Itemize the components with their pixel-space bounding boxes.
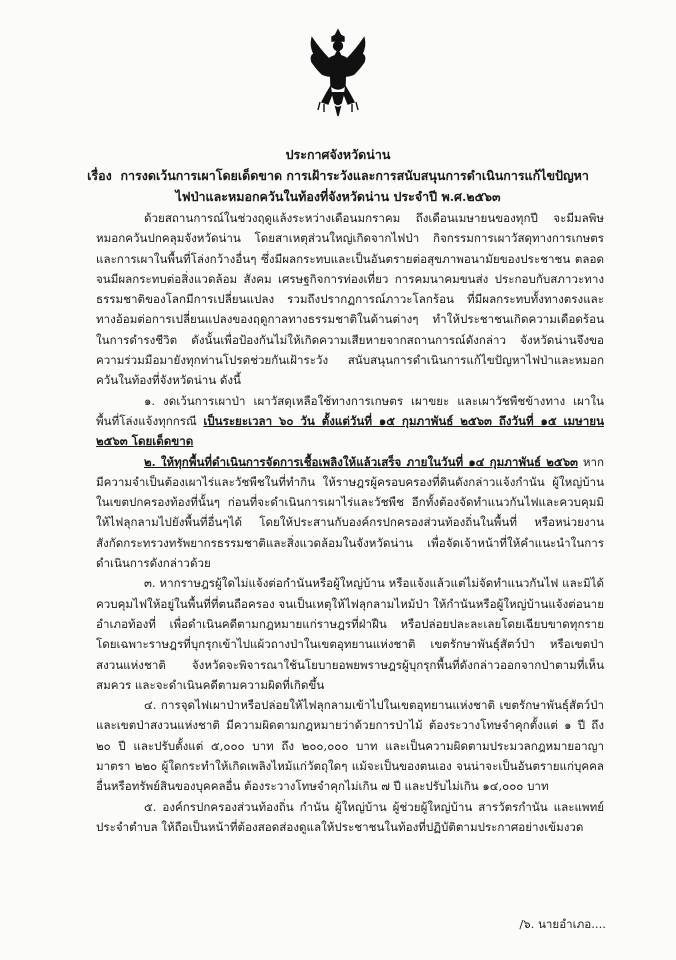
item-2-emphasis: ๒. ให้ทุกพื้นที่ดำเนินการจัดการเชื้อเพลิงให้แล้วเสร็จ ภายในวันที่ ๑๔ กุมภาพันธ์ ๒๕๖๓ — [144, 454, 578, 469]
item-2 — [96, 452, 604, 574]
document-heading: ประกาศจังหวัดน่าน — [285, 147, 391, 162]
subject-label: เรื่อง — [87, 168, 112, 183]
item-4: ๔. การจุดไฟเผาป่าหรือปล่อยให้ไฟลุกลามเข้าไปในเขตอุทยานแห่งชาติ เขตรักษาพันธุ์สัตว์ป่าและเขตป่าสงวนแห่งชาติ มีความผิดตามกฎหมายว่าด้วยการป่าไม้ ต้องระวางโทษจำคุกตั้งแต่ ๑ ปี ถึง ๒๐ ปี และปรับตั้งแต่ ๕,๐๐๐ บาท ถึง ๒๐๐,๐๐๐ บาท และเป็นความผิดตามประมวลกฎหมายอาญา มาตรา ๒๒๐ ผู้ใดกระทำให้เกิดเพลิงไหม้แก่วัตถุใดๆ แม้จะเป็นของตนเอง จนน่าจะเป็นอันตรายแก่บุคคลอื่นหรือทรัพย์สินของบุคคลอื่น ต้องระวางโทษจำคุกไม่เกิน ๗ ปี และปรับไม่เกิน ๑๔,๐๐๐ บาท — [96, 698, 604, 794]
title-block — [60, 144, 616, 207]
garuda-emblem-icon — [308, 28, 368, 124]
item-1-text: ๑. งดเว้นการเผาป่า เผาวัสดุเหลือใช้ทางการเกษตร เผาขยะ และเผาวัชพืชข้างทาง เผาในพื้นที่โล่งแจ้งทุกกรณี — [96, 393, 604, 428]
subject-text-2: ไฟป่าและหมอกควันในท้องที่จังหวัดน่าน ประจำปี พ.ศ.๒๕๖๓ — [175, 189, 501, 204]
subject-line-1 — [60, 165, 616, 186]
document-body — [96, 208, 604, 837]
item-1 — [96, 391, 604, 452]
item-5: ๕. องค์กรปกครองส่วนท้องถิ่น กำนัน ผู้ใหญ่บ้าน ผู้ช่วยผู้ใหญ่บ้าน สารวัตรกำนัน และแพทย์ประจำตำบล ให้ถือเป็นหน้าที่ต้องสอดส่องดูแลให้ประชาชนในท้องที่ปฏิบัติตามประกาศอย่างเข้มงวด — [96, 799, 604, 834]
item-2-text: หากมีความจำเป็นต้องเผาไร่และวัชพืชในที่ทำกิน ให้ราษฎรผู้ครอบครองที่ดินดังกล่าวแจ้งกำนัน ผู้ใหญ่บ้านในเขตปกครองท้องที่นั้นๆ ก่อนที่จะดำเนินการเผาไร่และวัชพืช อีกทั้งต้องจัดทำแนวกันไฟและควบคุมมิให้ไฟลุกลามไปยังพื้นที่อื่นๆได้ โดยให้ประสานกับองค์กรปกครองส่วนท้องถิ่นในพื้นที่ หรือหน่วยงานสังกัดกระทรวงทรัพยากรธรรมชาติและสิ่งแวดล้อมในจังหวัดน่าน เพื่อจัดเจ้าหน้าที่ให้คำแนะนำในการดำเนินการดังกล่าวด้วย — [96, 454, 605, 571]
subject-text-1: การงดเว้นการเผาโดยเด็ดขาด การเฝ้าระวังและการสนับสนุนการดำเนินการแก้ไขปัญหา — [120, 168, 589, 183]
item-1-emphasis: เป็นระยะเวลา ๖๐ วัน ตั้งแต่วันที่ ๑๕ กุมภาพันธ์ ๒๕๖๓ ถึงวันที่ ๑๕ เมษายน ๒๕๖๓ โดยเด็ดขาด — [96, 413, 604, 449]
page-continuation: /๖. นายอำเภอ.... — [519, 917, 606, 931]
intro-paragraph: ด้วยสถานการณ์ในช่วงฤดูแล้งระหว่างเดือนมกราคม ถึงเดือนเมษายนของทุกปี จะมีมลพิษหมอกควันปกคลุมจังหวัดน่าน โดยสาเหตุส่วนใหญ่เกิดจากไฟป่า กิจกรรมการเผาวัสดุทางการเกษตร และการเผาในพื้นที่โล่งกว้างอื่นๆ ซึ่งมีผลกระทบและเป็นอันตรายต่อสุขภาพอนามัยของประชาชน ตลอดจนมีผลกระทบต่อสิ่งแวดล้อม สังคม เศรษฐกิจการท่องเที่ยว การคมนาคมขนส่ง ประกอบกับสภาวะทางธรรมชาติของโลกมีการเปลี่ยนแปลง รวมถึงปรากฏการณ์ภาวะโลกร้อน ที่มีผลกระทบทั้งทางตรงและทางอ้อมต่อการเปลี่ยนแปลงของฤดูกาลทางธรรมชาติในด้านต่างๆ ทำให้ประชาชนเกิดความเดือดร้อนในการดำรงชีวิต ดังนั้นเพื่อป้องกันไม่ให้เกิดความเสียหายจากสถานการณ์ดังกล่าว จังหวัดน่านจึงขอความร่วมมือมายังทุกท่านโปรดช่วยกันเฝ้าระวัง สนับสนุนการดำเนินการแก้ไขปัญหาไฟป่าและหมอกควันในท้องที่จังหวัดน่าน ดังนี้ — [96, 211, 604, 388]
item-3: ๓. หากราษฎรผู้ใดไม่แจ้งต่อกำนันหรือผู้ใหญ่บ้าน หรือแจ้งแล้วแต่ไม่จัดทำแนวกันไฟ และมิได้ควบคุมไฟให้อยู่ในพื้นที่ที่ตนถือครอง จนเป็นเหตุให้ไฟลุกลามไหม้ป่า ให้กำนันหรือผู้ใหญ่บ้านแจ้งต่อนายอำเภอท้องที่ เพื่อดำเนินคดีตามกฎหมายแก่ราษฎรที่ฝ่าฝืน หรือปล่อยปละละเลยโดยเฉียบขาดทุกราย โดยเฉพาะราษฎรที่บุกรุกเข้าไปแผ้วถางป่าในเขตอุทยานแห่งชาติ เขตรักษาพันธุ์สัตว์ป่า หรือเขตป่าสงวนแห่งชาติ จังหวัดจะพิจารณาใช้นโยบายอพยพราษฎรผู้บุกรุกพื้นที่ดังกล่าวออกจากป่าตามที่เห็นสมควร และจะดำเนินคดีตามความผิดที่เกิดขึ้น — [96, 576, 604, 692]
